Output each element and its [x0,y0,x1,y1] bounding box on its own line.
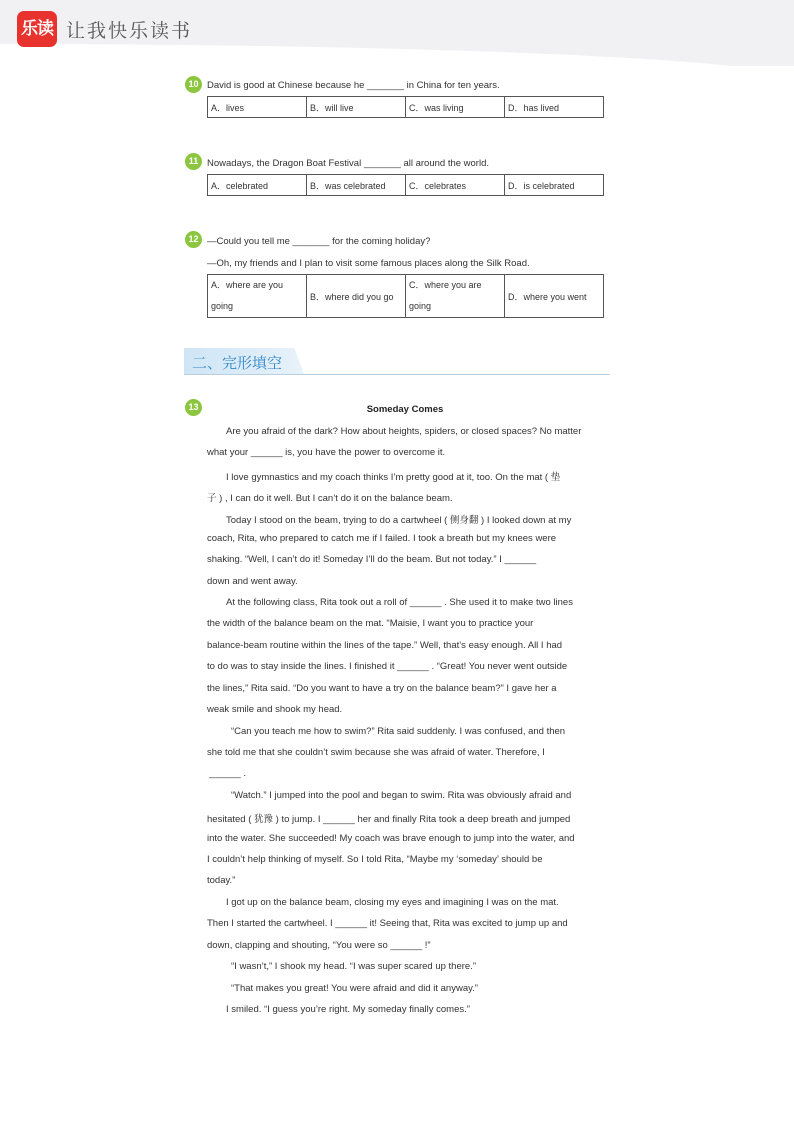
header-slogan: 让我快乐读书 [66,21,193,42]
passage-line: she told me that she couldn’t swim because she was afraid of water. Therefore, I [207,747,545,758]
passage-line: “I wasn’t,” I shook my head. “I was super scared up there.” [231,961,476,972]
option-c-line1: C．where you are [409,280,482,290]
passage-line: shaking. “Well, I can’t do it! Someday I’ll do the beam. But not today.” I ______ [207,554,537,565]
options-table [207,174,604,196]
options-table [207,274,604,318]
passage-line: ______ . [209,768,246,779]
passage-line: Then I started the cartwheel. I ______ it! Seeing that, Rita was excited to jump up and [207,918,568,929]
question-number-badge: 12 [185,231,202,248]
option-a[interactable]: A．lives [208,97,307,118]
section-title: 二、完形填空 [192,355,283,372]
passage-line: I couldn’t help thinking of myself. So I told Rita, “Maybe my ‘someday’ should be [207,854,543,865]
option-a[interactable] [208,275,307,318]
passage-line: Today I stood on the beam, trying to do a cartwheel ( 侧身翻 ) I looked down at my [226,515,572,526]
option-d[interactable]: D．has lived [505,97,604,118]
passage-line: the lines,” Rita said. “Do you want to have a try on the balance beam?” I gave her a [207,683,557,694]
option-b[interactable]: B．where did you go [307,275,406,318]
options-table [207,96,604,118]
passage-line: weak smile and shook my head. [207,704,343,715]
question-stem: Nowadays, the Dragon Boat Festival _______ all around the world. [207,158,490,169]
passage-line: what your ______ is, you have the power to overcome it. [207,447,446,458]
option-a-line2: going [211,301,234,311]
passage-line: Are you afraid of the dark? How about heights, spiders, or closed spaces? No matter [226,426,582,437]
passage-line: today.” [207,875,236,886]
question-number-badge: 11 [185,153,202,170]
option-c[interactable]: C．celebrates [406,175,505,196]
option-c[interactable]: C．was living [406,97,505,118]
option-a[interactable]: A．celebrated [208,175,307,196]
passage-line: down and went away. [207,576,298,587]
question-number-badge: 13 [185,399,202,416]
question-stem: David is good at Chinese because he _______ in China for ten years. [207,80,500,91]
passage-line: “Watch.” I jumped into the pool and began to swim. Rita was obviously afraid and [231,790,572,801]
passage-line: “That makes you great! You were afraid and did it anyway.” [231,983,478,994]
option-b[interactable]: B．was celebrated [307,175,406,196]
passage-line: balance-beam routine within the lines of the tape.” Well, that’s easy enough. All I had [207,640,563,651]
passage-line: to do was to stay inside the lines. I finished it ______ . “Great! You never went outside [207,661,568,672]
passage-line: At the following class, Rita took out a roll of ______ . She used it to make two lines [226,597,573,608]
passage-line: I smiled. “I guess you’re right. My someday finally comes.” [226,1004,470,1015]
question-stem-reply: —Oh, my friends and I plan to visit some famous places along the Silk Road. [207,258,530,269]
option-c[interactable] [406,275,505,318]
passage-line: the width of the balance beam on the mat. “Maisie, I want you to practice your [207,618,534,629]
option-d[interactable]: D．is celebrated [505,175,604,196]
passage-line: hesitated ( 犹豫 ) to jump. I ______ her and finally Rita took a deep breath and jumped [207,814,571,825]
passage-line: I got up on the balance beam, closing my eyes and imagining I was on the mat. [226,897,559,908]
option-d[interactable]: D．where you went [505,275,604,318]
question-number-badge: 10 [185,76,202,93]
brand-logo: 乐读 [17,11,57,47]
passage-line: down, clapping and shouting, “You were so ______ !” [207,940,431,951]
option-a-line1: A．where are you [211,280,284,290]
passage-line: 子 ) , I can do it well. But I can’t do it on the balance beam. [207,493,453,504]
passage-title: Someday Comes [366,404,444,415]
passage-line: into the water. She succeeded! My coach was brave enough to jump into the water, and [207,833,575,844]
section-divider [184,374,610,375]
passage-line: coach, Rita, who prepared to catch me if I failed. I took a breath but my knees were [207,533,557,544]
passage-line: I love gymnastics and my coach thinks I’m pretty good at it, too. On the mat ( 垫 [226,472,561,483]
question-stem: —Could you tell me _______ for the coming holiday? [207,236,431,247]
passage-line: “Can you teach me how to swim?” Rita said suddenly. I was confused, and then [231,726,566,737]
option-c-line2: going [409,301,432,311]
option-b[interactable]: B．will live [307,97,406,118]
